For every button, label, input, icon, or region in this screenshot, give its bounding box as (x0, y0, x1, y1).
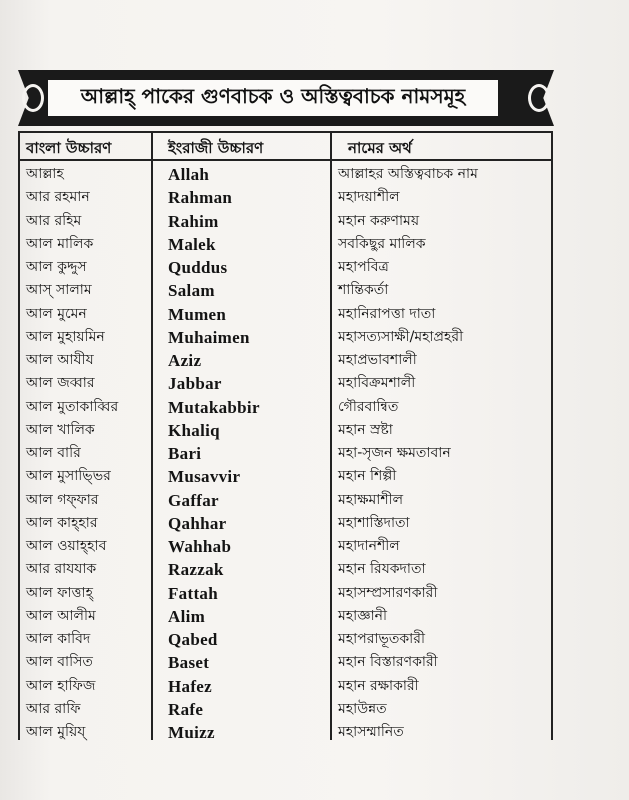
cell-english: Baset (168, 653, 210, 673)
cell-english: Rahim (168, 211, 219, 231)
cell-meaning: মহাক্ষমাশীল (338, 491, 404, 508)
cell-english: Malek (168, 234, 216, 254)
cell-english: Musavvir (168, 467, 241, 487)
table-row (18, 349, 553, 372)
cell-meaning: মহাপরাভূতকারী (338, 631, 425, 647)
cell-english: Allah (168, 165, 210, 184)
table-row (18, 721, 553, 744)
cell-english: Salam (168, 281, 215, 301)
cell-meaning: মহাসম্মানিত (338, 724, 404, 740)
table-header (18, 133, 553, 159)
cell-meaning: মহাজ্ঞানী (338, 607, 388, 624)
cell-english: Rahman (168, 188, 233, 208)
cell-meaning: শান্তিকর্তা (338, 282, 389, 299)
cell-bangla: আল কাহ্হার (26, 514, 98, 531)
cell-meaning: মহাপ্রভাবশালী (338, 352, 417, 368)
cell-english: Qahhar (168, 513, 227, 533)
table-row (18, 210, 553, 233)
table-row (18, 303, 553, 326)
cell-bangla: আল আলীম (26, 607, 96, 624)
table-row (18, 535, 553, 558)
table-row (18, 442, 553, 465)
header-english: ইংরাজী উচ্চারণ (168, 139, 264, 157)
cell-english: Jabbar (168, 374, 222, 394)
cell-bangla: আস্ সালাম (26, 282, 92, 299)
cell-english: Bari (168, 444, 202, 463)
table-row (18, 186, 553, 209)
table-row (18, 256, 553, 279)
table-row (18, 396, 553, 419)
cell-bangla: আল জব্বার (26, 375, 95, 392)
cell-bangla: আল গফ্ফার (26, 491, 99, 508)
cell-english: Khaliq (168, 420, 220, 440)
cell-bangla: আল বাসিত (26, 654, 93, 671)
table-row (18, 605, 553, 628)
cell-meaning: সবকিছুর মালিক (338, 235, 426, 252)
cell-english: Gaffar (168, 490, 219, 510)
cell-english: Muhaimen (168, 327, 250, 347)
cell-english: Qabed (168, 630, 218, 649)
table-row (18, 512, 553, 535)
cell-bangla: আল মুয়িয্ (26, 724, 86, 740)
page-title: আল্লাহ্ পাকের গুণবাচক ও অস্তিত্ববাচক নামসমূহ (80, 83, 466, 108)
cell-bangla: আর রাফি (26, 700, 81, 717)
cell-english: Quddus (168, 258, 228, 277)
table-row (18, 651, 553, 674)
cell-english: Wahhab (168, 537, 232, 556)
cell-english: Hafez (168, 676, 212, 696)
cell-english: Mumen (168, 304, 227, 324)
cell-meaning: মহাদানশীল (338, 538, 400, 554)
cell-bangla: আল মুহায়মিন (26, 328, 105, 345)
cell-meaning: মহানিরাপত্তা দাতা (338, 305, 436, 322)
cell-meaning: মহাপবিত্র (338, 259, 389, 275)
cell-meaning: আল্লাহর অস্তিত্ববাচক নাম (338, 166, 478, 182)
cell-meaning: মহাউন্নত (338, 700, 387, 717)
cell-bangla: আল ওয়াহ্হাব (26, 538, 107, 554)
cell-bangla: আল মুমেন (26, 305, 87, 322)
table-row (18, 372, 553, 395)
cell-bangla: আল খালিক (26, 421, 95, 438)
table-row (18, 326, 553, 349)
cell-english: Rafe (168, 699, 204, 719)
cell-meaning: মহান স্রষ্টা (338, 421, 393, 438)
cell-bangla: আল কুদ্দুস (26, 259, 87, 275)
cell-meaning: মহাসত্যসাক্ষী/মহাপ্রহরী (338, 328, 464, 345)
cell-meaning: মহান রিযকদাতা (338, 561, 426, 578)
cell-bangla: আল আযীয (26, 352, 94, 368)
table-row (18, 582, 553, 605)
cell-meaning: মহাদয়াশীল (338, 189, 400, 206)
cell-bangla: আল মুতাকাব্বির (26, 398, 119, 415)
banner-left-ornament (22, 84, 44, 112)
cell-english: Fattah (168, 583, 218, 603)
cell-bangla: আল কাবিদ (26, 631, 91, 647)
cell-english: Mutakabbir (168, 397, 260, 417)
cell-meaning: মহান বিস্তারণকারী (338, 654, 438, 671)
cell-bangla: আল্লাহ (26, 166, 64, 182)
cell-bangla: আর রহিম (26, 212, 82, 229)
cell-meaning: মহা-সৃজন ক্ষমতাবান (338, 445, 451, 461)
cell-bangla: আল মুসাভ্ভির (26, 468, 111, 485)
table-row (18, 698, 553, 721)
cell-bangla: আল বারি (26, 445, 81, 461)
cell-bangla: আল মালিক (26, 235, 94, 252)
cell-meaning: মহান শিল্পী (338, 468, 397, 485)
cell-bangla: আর রহমান (26, 189, 90, 206)
cell-bangla: আল হাফিজ (26, 677, 96, 694)
cell-english: Alim (168, 606, 206, 626)
names-table (18, 131, 553, 740)
cell-bangla: আল ফাত্তাহ্ (26, 584, 93, 601)
cell-english: Muizz (168, 723, 215, 742)
cell-english: Aziz (168, 351, 202, 370)
table-body (18, 163, 553, 744)
table-row (18, 558, 553, 581)
cell-bangla: আর রাযযাক (26, 561, 97, 578)
banner-right-ornament (528, 84, 550, 112)
table-row (18, 675, 553, 698)
table-row (18, 163, 553, 186)
table-row (18, 489, 553, 512)
header-meaning: নামের অর্থ (348, 139, 412, 157)
cell-meaning: মহান রক্ষাকারী (338, 677, 419, 694)
cell-meaning: মহান করুণাময় (338, 212, 420, 229)
table-row (18, 233, 553, 256)
cell-meaning: গৌরবান্বিত (338, 398, 399, 415)
header-bangla: বাংলা উচ্চারণ (26, 139, 112, 157)
table-row (18, 419, 553, 442)
cell-meaning: মহাসম্প্রসারণকারী (338, 584, 438, 601)
cell-english: Razzak (168, 560, 224, 580)
table-row (18, 279, 553, 302)
table-row (18, 628, 553, 651)
table-row (18, 465, 553, 488)
cell-meaning: মহাবিক্রমশালী (338, 375, 416, 392)
cell-meaning: মহাশাস্তিদাতা (338, 514, 410, 531)
